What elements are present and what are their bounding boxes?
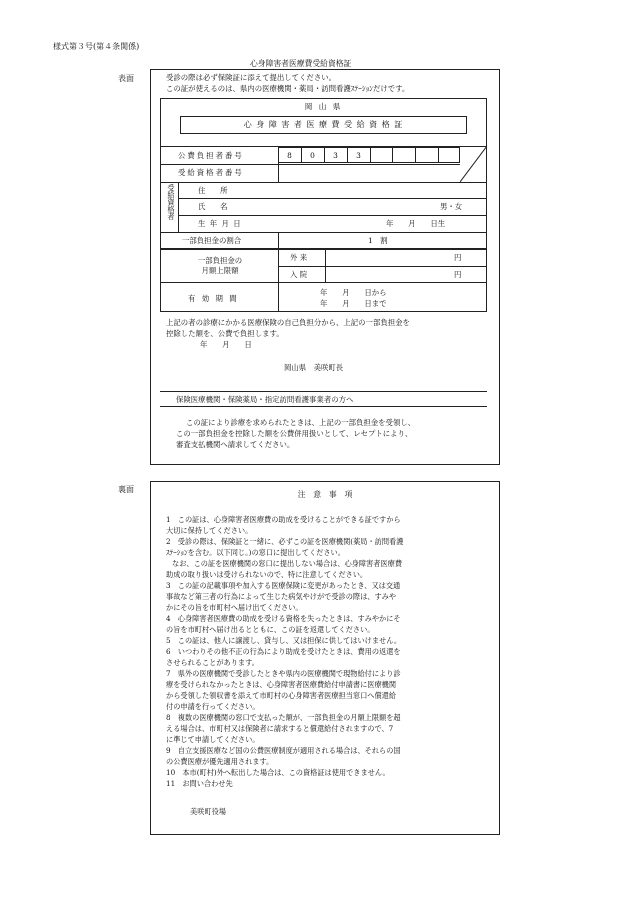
name-label: 氏 名 xyxy=(198,202,228,211)
front-intro-line-1: 受診の際は必ず保険証に添えて提出してください。 xyxy=(166,73,336,82)
ratio-value: 1 割 xyxy=(368,236,388,245)
payer-digit: 0 xyxy=(310,151,315,160)
dob-label: 生 年 月 日 xyxy=(198,219,242,228)
dob-value: 年 月 日生 xyxy=(386,219,446,228)
back-side-label: 裏面 xyxy=(118,485,134,494)
validity-label: 有 効 期 間 xyxy=(188,294,239,303)
institution-notice-line-3: 審査支払機関へ請求してください。 xyxy=(176,440,295,449)
statement-line-2: 控除した額を、公費で負担します。 xyxy=(166,329,284,338)
notice-line: から受領した領収書を添えて市町村の心身障害者医療担当窓口へ償還給 xyxy=(166,691,397,700)
notice-line: 付の申請を行ってください。 xyxy=(166,702,260,711)
inpatient-label: 入 院 xyxy=(290,270,308,279)
notice-line: 4 心身障害者医療費の助成を受ける資格を失ったときは、すみやかにそ xyxy=(166,614,401,623)
prefecture-name: 岡 山 県 xyxy=(304,102,343,111)
notice-line: 3 この証の記載事項や加入する医療保険に変更があったとき、又は交通 xyxy=(166,581,401,590)
front-side-label: 表面 xyxy=(118,74,134,83)
payer-digit: 3 xyxy=(333,151,338,160)
notice-line: 10 本市(町村)外へ転出した場合は、この資格証は使用できません。 xyxy=(166,768,390,777)
notice-line: 7 県外の医療機関で受診したときや県内の医療機関で現物給付により診 xyxy=(166,669,401,678)
notice-line: なお、この証を医療機関の窓口に提出しない場合は、心身障害者医療費 xyxy=(172,559,403,568)
notice-line: 6 いつわりその他不正の行為により助成を受けたときは、費用の返還を xyxy=(166,647,401,656)
back-title: 注 意 事 項 xyxy=(297,490,353,499)
institution-notice-line-2: この一部負担金を控除した額を公費併用扱いとして、レセプトにより、 xyxy=(176,429,413,438)
address-label: 住 所 xyxy=(198,186,228,195)
notice-line: 11 お問い合わせ先 xyxy=(166,779,233,788)
notice-line: 9 自立支援医療など国の公費医療制度が適用される場合は、それらの国 xyxy=(166,746,401,755)
notice-line: 助成の取り扱いは受けられないので、特に注意してください。 xyxy=(166,570,368,579)
institution-notice-header: 保険医療機関・保険薬局・指定訪問看護事業者の方へ xyxy=(176,395,354,404)
form-number: 様式第３号(第４条関係) xyxy=(53,42,140,51)
notice-line: 大切に保持してください。 xyxy=(166,526,253,535)
monthly-cap-label: 一部負担金の 月額上限額 xyxy=(197,256,243,275)
document-title: 心身障害者医療費受給資格証 xyxy=(250,59,352,68)
certificate-title: 心 身 障 害 者 医 療 費 受 給 資 格 証 xyxy=(243,120,404,129)
statement-line-1: 上記の者の診療にかかる医療保険の自己負担分から、上記の一部負担金を xyxy=(166,318,410,327)
issue-date: 年 月 日 xyxy=(200,340,252,349)
recipient-side-label: 受給資格者 xyxy=(167,184,176,220)
institution-notice-line-1: この証により診療を求められたときは、上記の一部負担金を受領し、 xyxy=(186,418,416,427)
notice-line: 1 この証は、心身障害者医療費の助成を受けることができる証ですから xyxy=(166,515,401,524)
recipient-number-label: 受給資格者番号 xyxy=(178,168,244,177)
sex-value: 男・女 xyxy=(440,202,463,211)
outpatient-yen: 円 xyxy=(454,253,462,262)
outpatient-label: 外 来 xyxy=(290,253,308,262)
validity-to: 年 月 日まで xyxy=(320,299,387,308)
notice-line: 2 受診の際は、保険証と一緒に、必ずこの証を医療機関(薬局・訪問看護 xyxy=(166,537,404,546)
notice-line: の旨を市町村へ届け出るとともに、この証を返還してください。 xyxy=(166,625,375,634)
issuer-name: 岡山県 美咲町長 xyxy=(284,363,344,372)
notice-line: 事故など第三者の行為によって生じた病気やけがで受診の際は、すみや xyxy=(166,592,397,601)
notice-line: に準じて申請してください。 xyxy=(166,735,260,744)
validity-from: 年 月 日から xyxy=(320,288,387,297)
notice-line: 5 この証は、他人に譲渡し、貸与し、又は担保に供してはいけません。 xyxy=(166,636,402,645)
payer-digit: 8 xyxy=(287,151,292,160)
payer-number-label: 公費負担者番号 xyxy=(178,151,244,160)
ratio-label: 一部負担金の割合 xyxy=(182,236,242,245)
notice-line: 療を受けられなかったときは、心身障害者医療費給付申請書に医療機関 xyxy=(166,680,397,689)
notice-line: ｽﾃｰｼｮﾝを含む。以下同じ。)の窓口に提出してください。 xyxy=(166,548,345,557)
front-intro-line-2: この証が使えるのは、県内の医療機関・薬局・訪問看護ｽﾃｰｼｮﾝだけです。 xyxy=(166,84,410,93)
contact-office: 美咲町役場 xyxy=(190,807,226,816)
diagonal-corner-mark xyxy=(460,146,487,182)
notice-line: える場合は、市町村又は保険者に請求すると償還給付されますので、7 xyxy=(166,724,394,733)
notice-line: 8 複数の医療機関の窓口で支払った額が、一部負担金の月額上限額を超 xyxy=(166,713,401,722)
payer-digit: 3 xyxy=(356,151,361,160)
notice-line: させられることがあります。 xyxy=(166,658,259,667)
notice-line: の公費医療が優先適用されます。 xyxy=(166,757,274,766)
inpatient-yen: 円 xyxy=(454,270,462,279)
notice-line: かにその旨を市町村へ届け出てください。 xyxy=(166,603,303,612)
